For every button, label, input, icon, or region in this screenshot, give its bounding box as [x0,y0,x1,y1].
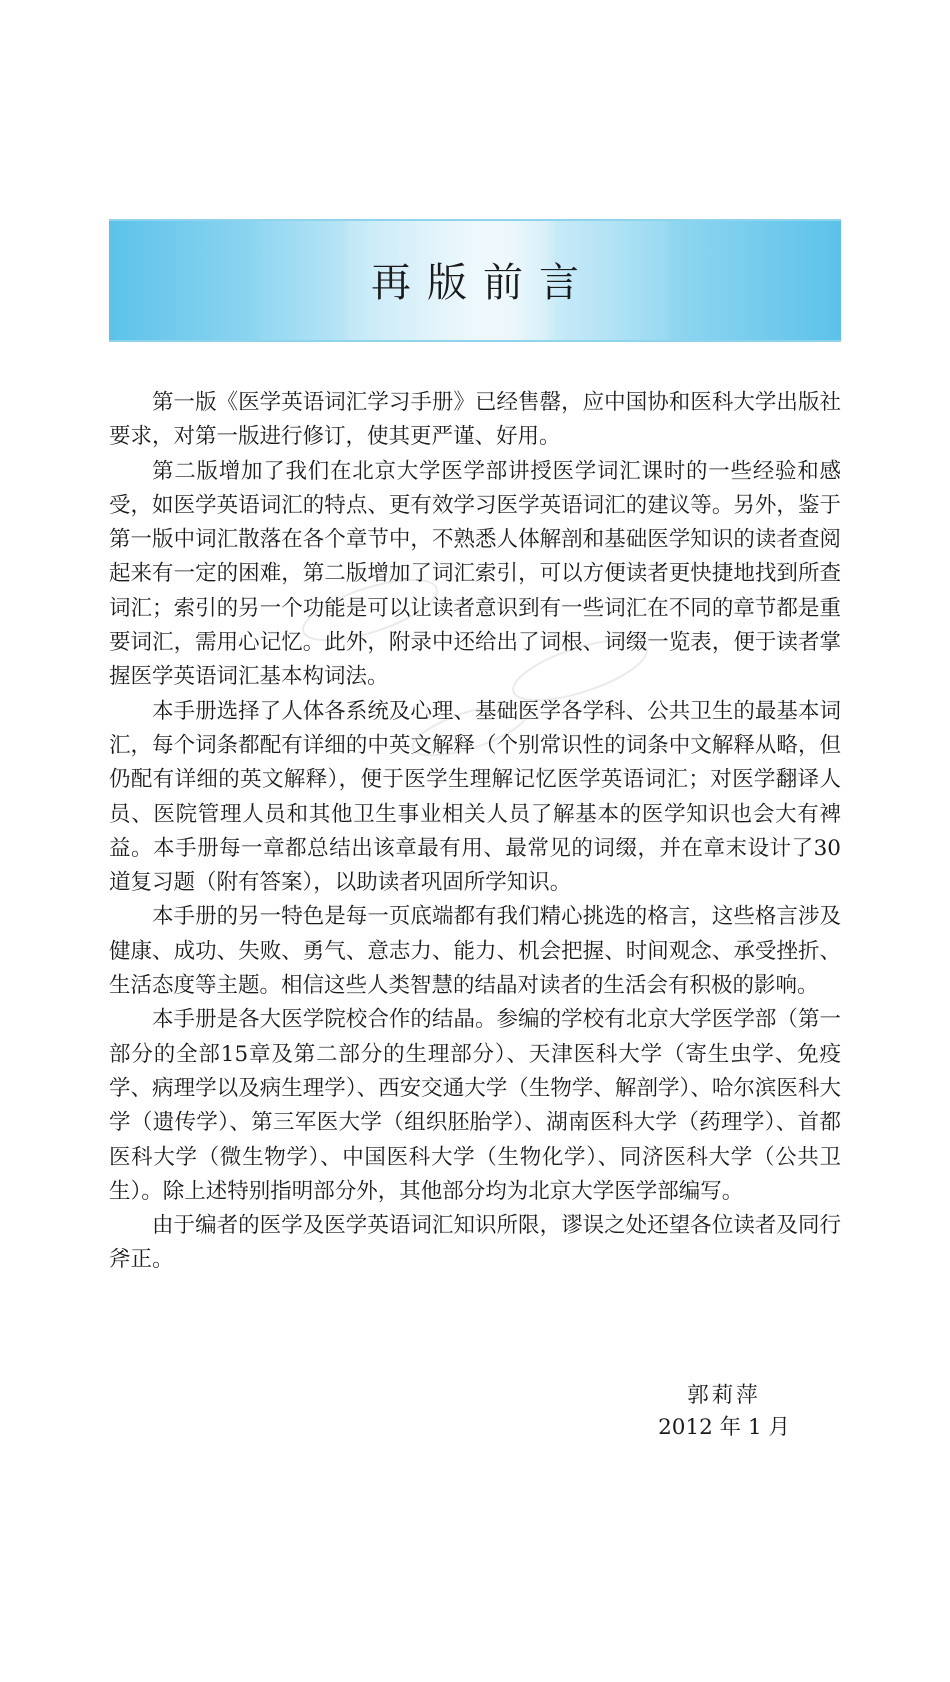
signature-date: 2012 年 1 月 [658,1415,790,1440]
author-name: 郭莉萍 [687,1383,761,1408]
paragraph-3: 本手册选择了人体各系统及心理、基础医学各学科、公共卫生的最基本词汇，每个词条都配有详细的中英文解释（个别常识性的词条中文解释从略，但仍配有详细的英文解释），便于医学生理解记忆医学英语词汇；对医学翻译人员、医院管理人员和其他卫生事业相关人员了解基本的医学知识也会大有裨益。本手册每一章都总结出该章最有用、最常见的词缀，并在章末设计了30道复习题（附有答案），以助读者巩固所学知识。 [109,698,841,896]
title-banner [109,219,841,342]
paragraph-1: 第一版《医学英语词汇学习手册》已经售罄，应中国协和医科大学出版社要求，对第一版进行修订，使其更严谨、好用。 [109,390,841,450]
paragraph-4: 本手册的另一特色是每一页底端都有我们精心挑选的格言，这些格言涉及健康、成功、失败、勇气、意志力、能力、机会把握、时间观念、承受挫折、生活态度等主题。相信这些人类智慧的结晶对读者的生活会有积极的影响。 [109,904,841,999]
page-title: 再版前言 [371,260,595,306]
preface-body [109,386,841,1278]
signature-block [658,1380,790,1444]
paragraph-6: 由于编者的医学及医学英语词汇知识所限，谬误之处还望各位读者及同行斧正。 [109,1213,841,1273]
paragraph-2: 第二版增加了我们在北京大学医学部讲授医学词汇课时的一些经验和感受，如医学英语词汇的特点、更有效学习医学英语词汇的建议等。另外，鉴于第一版中词汇散落在各个章节中，不熟悉人体解剖和基础医学知识的读者查阅起来有一定的困难，第二版增加了词汇索引，可以方便读者更快捷地找到所查词汇；索引的另一个功能是可以让读者意识到有一些词汇在不同的章节都是重要词汇，需用心记忆。此外，附录中还给出了词根、词缀一览表，便于读者掌握医学英语词汇基本构词法。 [109,458,841,690]
paragraph-5: 本手册是各大医学院校合作的结晶。参编的学校有北京大学医学部（第一部分的全部15章及第二部分的生理部分）、天津医科大学（寄生虫学、免疫学、病理学以及病生理学）、西安交通大学（生物学、解剖学）、哈尔滨医科大学（遗传学）、第三军医大学（组织胚胎学）、湖南医科大学（药理学）、首都医科大学（微生物学）、中国医科大学（生物化学）、同济医科大学（公共卫生）。除上述特别指明部分外，其他部分均为北京大学医学部编写。 [109,1007,841,1204]
